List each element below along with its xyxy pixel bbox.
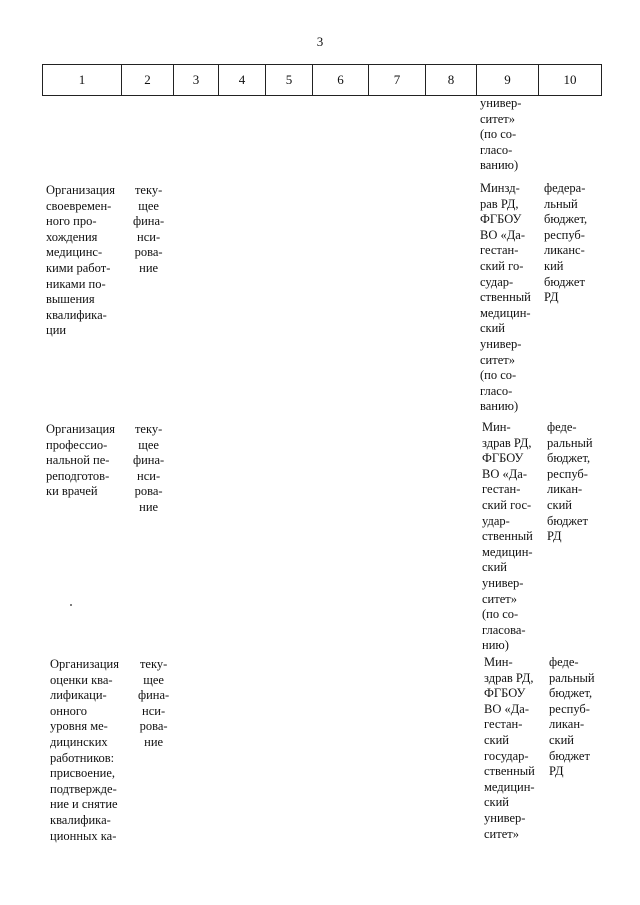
header-col-6: 6 [312, 65, 368, 95]
row-1-executor: Минзд- рав РД, ФГБОУ ВО «Да- гестан- ский го- судар- ственный медицин- ский универ- ситет» (по со- гласо- ванию) [480, 181, 531, 414]
row-2-financing: теку- щее фина- нси- рова- ние [133, 422, 165, 514]
header-col-7: 7 [368, 65, 425, 95]
continuation-executor: универ- ситет» (по со- гласо- ванию) [480, 96, 522, 173]
header-col-5: 5 [265, 65, 312, 95]
row-1-financing: теку- щее фина- нси- рова- ние [133, 183, 165, 275]
row-1-budget: федера- льный бюджет, респуб- ликанс- кий бюджет РД [544, 181, 588, 305]
row-3-budget: феде- ральный бюджет, респуб- ликан- ский бюджет РД [549, 655, 595, 779]
header-col-1: 1 [42, 65, 121, 95]
header-col-10: 10 [538, 65, 602, 95]
row-2-activity: Организация профессио- нальной пе- реподготов- ки врачей [46, 422, 115, 499]
row-3-financing: теку- щее фина- нси- рова- ние [138, 657, 170, 749]
row-2-budget: феде- ральный бюджет, респуб- ликан- ский бюджет РД [547, 420, 593, 544]
row-2-executor: Мин- здрав РД, ФГБОУ ВО «Да- гестан- ский гос- удар- ственный медицин- ский универ- ситет» (по со- гласова- нию) [482, 420, 533, 653]
scan-speck [70, 604, 72, 606]
header-col-2: 2 [121, 65, 173, 95]
table-header-row [42, 64, 602, 96]
row-3-executor: Мин- здрав РД, ФГБОУ ВО «Да- гестан- ский государ- ственный медицин- ский универ- ситет» [484, 655, 535, 841]
row-1-activity: Организация своевремен- ного про- хождения медицинс- кими работ- никами по- вышения квалифика- ции [46, 183, 115, 338]
header-col-8: 8 [425, 65, 476, 95]
header-col-9: 9 [476, 65, 538, 95]
header-col-3: 3 [173, 65, 218, 95]
row-3-activity: Организация оценки ква- лификаци- онного уровня ме- дицинских работников: присвоение, подтвержде- ние и снятие квалифика- ционных ка- [50, 657, 119, 843]
header-col-4: 4 [218, 65, 265, 95]
page-number: 3 [316, 34, 324, 49]
